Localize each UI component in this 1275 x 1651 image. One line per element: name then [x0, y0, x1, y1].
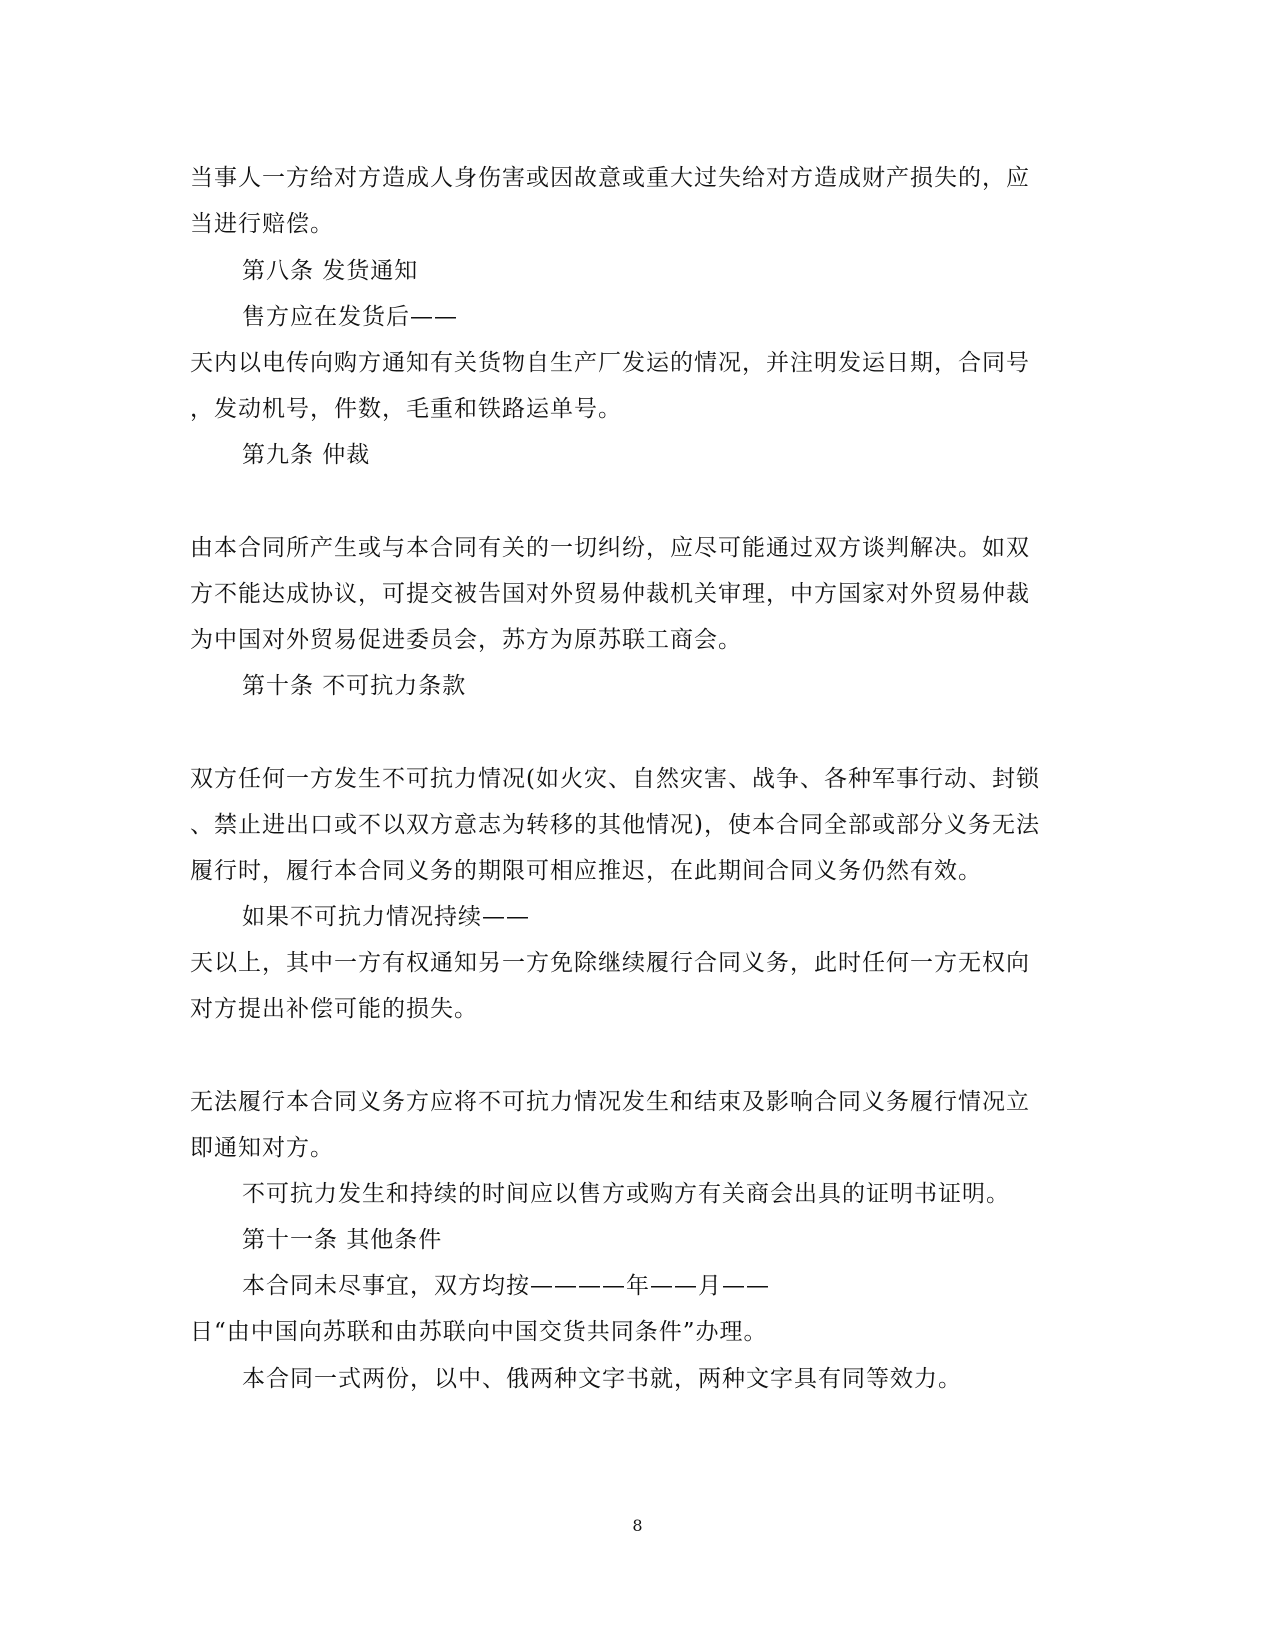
paragraph-line: 当事人一方给对方造成人身伤害或因故意或重大过失给对方造成财产损失的，应	[190, 165, 1030, 191]
paragraph-line: 即通知对方。	[190, 1135, 334, 1161]
paragraph-line: 为中国对外贸易促进委员会，苏方为原苏联工商会。	[190, 627, 742, 653]
paragraph-line: 日“由中国向苏联和由苏联向中国交货共同条件”办理。	[190, 1319, 768, 1345]
paragraph-line: 履行时，履行本合同义务的期限可相应推迟，在此期间合同义务仍然有效。	[190, 858, 982, 884]
section-heading: 第九条 仲裁	[242, 442, 371, 468]
section-heading: 第十条 不可抗力条款	[242, 673, 467, 699]
paragraph-line: 不可抗力发生和持续的时间应以售方或购方有关商会出具的证明书证明。	[242, 1181, 1010, 1207]
paragraph-line: 当进行赔偿。	[190, 211, 334, 237]
section-heading: 第八条 发货通知	[242, 258, 419, 284]
paragraph-line: 天以上，其中一方有权通知另一方免除继续履行合同义务，此时任何一方无权向	[190, 950, 1030, 976]
paragraph-line: 由本合同所产生或与本合同有关的一切纠纷，应尽可能通过双方谈判解决。如双	[190, 535, 1030, 561]
paragraph-line: 如果不可抗力情况持续——	[242, 904, 530, 930]
paragraph-line: 本合同一式两份，以中、俄两种文字书就，两种文字具有同等效力。	[242, 1366, 962, 1392]
paragraph-line: ，发动机号，件数，毛重和铁路运单号。	[190, 396, 622, 422]
paragraph-line: 无法履行本合同义务方应将不可抗力情况发生和结束及影响合同义务履行情况立	[190, 1089, 1030, 1115]
section-heading: 第十一条 其他条件	[242, 1227, 443, 1253]
paragraph-line: 双方任何一方发生不可抗力情况(如火灾、自然灾害、战争、各种军事行动、封锁	[190, 766, 1040, 792]
paragraph-line: 天内以电传向购方通知有关货物自生产厂发运的情况，并注明发运日期，合同号	[190, 350, 1030, 376]
paragraph-line: 方不能达成协议，可提交被告国对外贸易仲裁机关审理，中方国家对外贸易仲裁	[190, 581, 1030, 607]
paragraph-line: 对方提出补偿可能的损失。	[190, 996, 478, 1022]
page-number: 8	[632, 1516, 643, 1535]
paragraph-line: 、禁止进出口或不以双方意志为转移的其他情况)，使本合同全部或部分义务无法	[190, 812, 1040, 838]
paragraph-line: 本合同未尽事宜，双方均按————年——月——	[242, 1273, 770, 1299]
paragraph-line: 售方应在发货后——	[242, 304, 458, 330]
